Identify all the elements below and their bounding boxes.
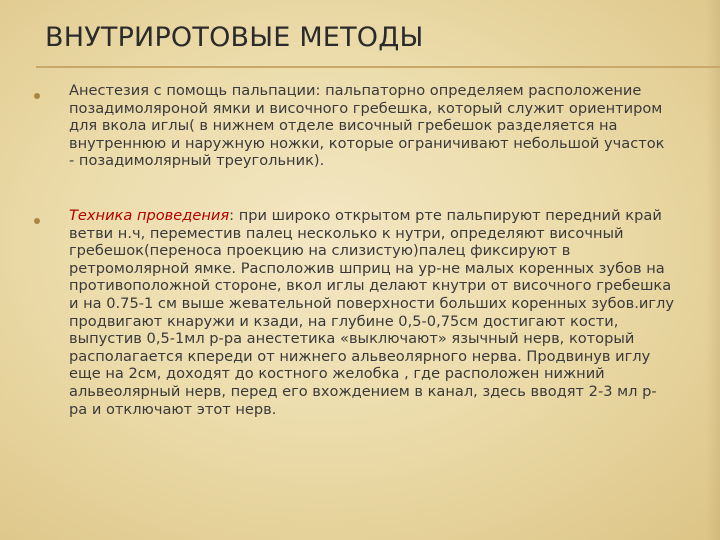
bullet-item-2-highlight: Техника проведения (69, 207, 230, 224)
bullet-item-1-text: Анестезия с помощь пальпации: пальпаторно определяем расположение позадимоляроной ямки и височного гребешка, который служит ориентиром для вкола иглы( в нижнем отделе височный гребешок разделяется на внутреннюю и наружную ножки, которые ограничивают небольшой участок - позадимолярный треугольник). (69, 82, 665, 170)
bullet-item-1 (69, 82, 674, 170)
slide-title: ВНУТРИРОТОВЫЕ МЕТОДЫ (45, 22, 424, 53)
decorative-edge (706, 0, 720, 540)
bullet-icon (34, 93, 40, 99)
bullet-icon (34, 218, 40, 224)
bullet-item-2 (69, 207, 674, 418)
bullet-item-2-text: : при широко открытом рте пальпируют передний край ветви н.ч, переместив палец несколько к нутри, определяют височный гребешок(переноса проекцию на слизистую)палец фиксируют в ретромолярной ямке. Расположив шприц на ур-не малых коренных зубов на противоположной стороне, вкол иглы делают кнутри от височного гребешка и на 0.75-1 см выше жевательной поверхности больших коренных зубов.иглу продвигают кнаружи и кзади, на глубине 0,5-0,75см достигают кости, выпустив 0,5-1мл р-ра анестетика «выключают» язычный нерв, который располагается кпереди от нижнего альвеолярного нерва. Продвинув иглу еще на 2см, доходят до костного желобка , где расположен нижний альвеолярный нерв, перед его вхождением в канал, здесь вводят 2-3 мл р-ра и отключают этот нерв. (69, 207, 674, 418)
title-divider (36, 66, 720, 68)
